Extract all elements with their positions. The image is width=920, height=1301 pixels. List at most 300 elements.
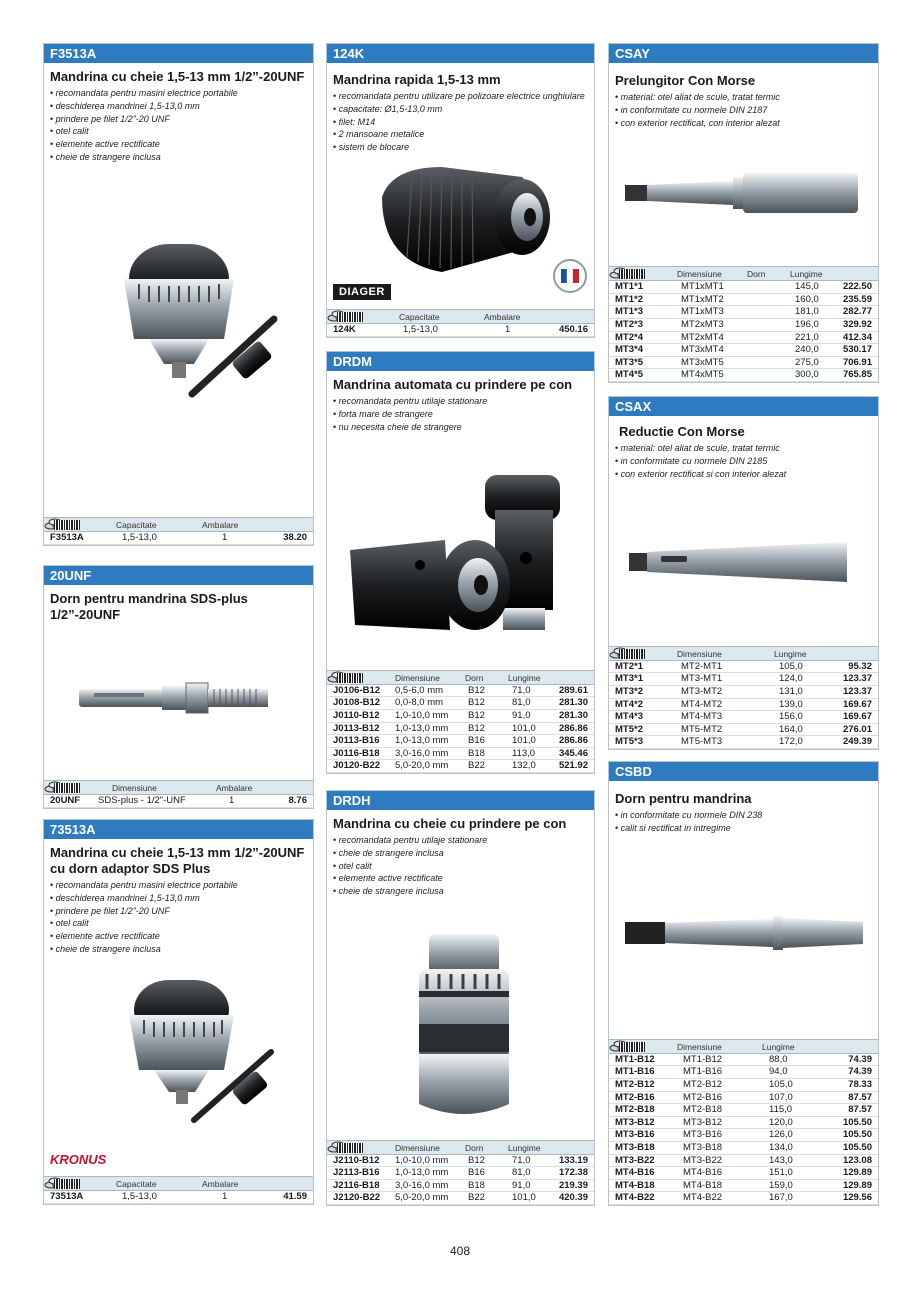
- page-number: 408: [449, 1244, 471, 1258]
- product-code: MT4-B16: [615, 1167, 655, 1179]
- cell-lungime: 124,0: [779, 673, 803, 685]
- table-row: 20UNF SDS-plus - 1/2"-UNF 1 8.76: [44, 795, 313, 808]
- feature-list: [50, 879, 307, 956]
- table-row: [327, 710, 594, 723]
- product-card-csay: [608, 43, 879, 383]
- product-code: J2113-B16: [333, 1167, 380, 1179]
- price: 87.57: [848, 1104, 872, 1116]
- product-code: MT3*2: [615, 686, 643, 698]
- cell-dimensiune: MT4xMT5: [681, 369, 724, 381]
- table-body: [327, 1155, 594, 1205]
- feature-item: • in conformitate cu normele DIN 238: [615, 809, 872, 822]
- product-code: J0113-B16: [333, 735, 380, 747]
- cell-dimensiune: 3,0-16,0 mm: [395, 1179, 449, 1191]
- cell-dimensiune: MT4-B16: [683, 1167, 723, 1179]
- feature-item: • prindere pe filet 1/2”-20 UNF: [50, 113, 307, 126]
- cell-lungime: 126,0: [769, 1129, 793, 1141]
- price: 129.89: [842, 1167, 872, 1179]
- cell-lungime: 101,0: [512, 1192, 536, 1204]
- product-code: J0116-B18: [333, 747, 380, 759]
- product-code: MT1*3: [615, 306, 643, 318]
- cell-dorn: B18: [468, 747, 485, 759]
- product-code: MT1*2: [615, 293, 643, 305]
- table-row: [609, 1142, 878, 1155]
- product-code: J0113-B12: [333, 722, 380, 734]
- price: 420.39: [558, 1192, 588, 1204]
- product-code: MT4-B22: [615, 1192, 655, 1204]
- table-row: [327, 748, 594, 761]
- price-table: [327, 670, 594, 773]
- cell-dimensiune: MT3-MT2: [681, 686, 723, 698]
- product-code: J0120-B22: [333, 760, 381, 772]
- feature-item: • cheie de strangere inclusa: [50, 943, 307, 956]
- table-row: [609, 1192, 878, 1205]
- price-table: [609, 646, 878, 749]
- product-code: MT3*5: [615, 356, 643, 368]
- quick-chuck-image: [372, 162, 557, 287]
- table-header: [44, 780, 313, 795]
- cell-dimensiune: MT2-B16: [683, 1091, 723, 1103]
- cell-dimensiune: MT4-MT3: [681, 711, 723, 723]
- barcode-icon: [337, 312, 363, 322]
- table-body: [609, 1054, 878, 1205]
- cell-dorn: B16: [468, 1167, 485, 1179]
- price: 219.39: [558, 1179, 588, 1191]
- feature-item: • elemente active rectificate: [333, 872, 588, 885]
- price: 276.01: [842, 723, 872, 735]
- cell-dimensiune: MT5-MT2: [681, 723, 723, 735]
- table-row: [609, 306, 878, 319]
- barcode-icon: [54, 520, 80, 530]
- table-row: [327, 1192, 594, 1205]
- col-dimensiune: Dimensiune: [395, 1142, 440, 1153]
- cell-lungime: 167,0: [769, 1192, 793, 1204]
- barcode-icon: [619, 269, 645, 279]
- col-ambalare: Ambalare: [484, 312, 521, 323]
- table-row: [327, 1155, 594, 1168]
- price: 530.17: [842, 344, 872, 356]
- col-capacitate: Capacitate: [116, 1179, 157, 1190]
- cell-lungime: 71,0: [512, 684, 531, 696]
- col-lungime: Lungime: [762, 1041, 795, 1052]
- product-code: MT3-B18: [615, 1142, 655, 1154]
- table-row: [327, 685, 594, 698]
- barcode-icon: [54, 1179, 80, 1189]
- price: 289.61: [558, 684, 588, 696]
- diager-logo: DIAGER: [333, 284, 391, 300]
- table-row: [609, 332, 878, 345]
- price: 74.39: [848, 1053, 872, 1065]
- cell-dorn: B12: [468, 697, 485, 709]
- feature-item: • filet: M14: [333, 116, 588, 129]
- price: 169.67: [842, 698, 872, 710]
- price-table: [44, 780, 313, 808]
- cell-dimensiune: MT3-B16: [683, 1129, 723, 1141]
- product-code: MT1-B12: [615, 1053, 655, 1065]
- table-row: [609, 357, 878, 370]
- table-row: [327, 760, 594, 773]
- made-in-france-badge: [553, 259, 587, 293]
- cell-dimensiune: MT3-B22: [683, 1154, 723, 1166]
- price: 329.92: [842, 319, 872, 331]
- cell-lungime: 94,0: [769, 1066, 788, 1078]
- section-code: 73513A: [44, 820, 313, 839]
- cell-dimensiune: 1,0-13,0 mm: [395, 1167, 449, 1179]
- table-header: [609, 646, 878, 661]
- product-title: Dorn pentru mandrina SDS-plus 1/2”-20UNF: [50, 591, 248, 622]
- table-row: [609, 1117, 878, 1130]
- cell-dimensiune: MT3-MT1: [681, 673, 723, 685]
- price: 286.86: [558, 722, 588, 734]
- col-dorn: Dorn: [465, 1142, 484, 1153]
- cell-lungime: 160,0: [795, 293, 819, 305]
- cell-dimensiune: 3,0-16,0 mm: [395, 747, 449, 759]
- table-row: [609, 1092, 878, 1105]
- product-card-drdm: [326, 351, 595, 774]
- table-row: [609, 319, 878, 332]
- table-body: [327, 685, 594, 773]
- cell-lungime: 113,0: [512, 747, 536, 759]
- cell-lungime: 145,0: [795, 281, 819, 293]
- price-table: [44, 517, 313, 545]
- product-title: Mandrina rapida 1,5-13 mm: [333, 72, 501, 87]
- product-code: MT1*1: [615, 281, 643, 293]
- table-row: [609, 711, 878, 724]
- table-header: [327, 670, 594, 685]
- cell-dimensiune: 1,0-10,0 mm: [395, 710, 449, 722]
- product-code: MT2-B18: [615, 1104, 655, 1116]
- table-row: [327, 697, 594, 710]
- table-row: [609, 673, 878, 686]
- table-row: [609, 369, 878, 382]
- col-dimensiune: Dimensiune: [677, 648, 722, 659]
- price: 123.37: [842, 686, 872, 698]
- product-title: Mandrina cu cheie cu prindere pe con: [333, 816, 567, 831]
- table-row: [327, 1180, 594, 1193]
- price: 249.39: [842, 736, 872, 748]
- morse-reducer-image: [627, 534, 857, 589]
- product-title: Dorn pentru mandrina: [615, 791, 752, 806]
- table-row: [327, 735, 594, 748]
- col-lungime: Lungime: [508, 1142, 541, 1153]
- feature-item: • recomandata pentru utilizare pe polizoare electrice unghiulare: [333, 90, 588, 103]
- table-row: [609, 294, 878, 307]
- price: 129.56: [842, 1192, 872, 1204]
- barcode-icon: [619, 649, 645, 659]
- table-row: F3513A 1,5-13,0 1 38.20: [44, 532, 313, 545]
- cell-lungime: 131,0: [779, 686, 803, 698]
- cell-dimensiune: MT1xMT3: [681, 306, 724, 318]
- cell-dimensiune: 1,0-10,0 mm: [395, 1154, 449, 1166]
- cell-dimensiune: MT5-MT3: [681, 736, 723, 748]
- table-header: [327, 1140, 594, 1155]
- feature-item: • deschiderea mandrinei 1,5-13,0 mm: [50, 100, 307, 113]
- feature-item: • cheie de strangere inclusa: [50, 151, 307, 164]
- cell-lungime: 71,0: [512, 1154, 531, 1166]
- barcode-icon: [619, 1042, 645, 1052]
- feature-item: • capacitate: Ø1,5-13,0 mm: [333, 103, 588, 116]
- product-card-124k: [326, 43, 595, 338]
- cell-dimensiune: 1,0-13,0 mm: [395, 735, 449, 747]
- section-code: DRDH: [327, 791, 594, 810]
- price: 286.86: [558, 735, 588, 747]
- product-code: MT2-B16: [615, 1091, 655, 1103]
- feature-item: • recomandata pentru utilaje stationare: [333, 834, 588, 847]
- table-row: [609, 1167, 878, 1180]
- feature-item: • con exterior rectificat, con interior alezat: [615, 117, 872, 130]
- cell-lungime: 88,0: [769, 1053, 788, 1065]
- cell-dimensiune: 0,5-6,0 mm: [395, 684, 444, 696]
- feature-item: • elemente active rectificate: [50, 930, 307, 943]
- col-dorn: Dorn: [747, 269, 766, 280]
- cell-dimensiune: MT1-B16: [683, 1066, 723, 1078]
- cell-dorn: B12: [468, 1154, 485, 1166]
- feature-item: • material: otel aliat de scule, tratat termic: [615, 442, 872, 455]
- product-card-csax: [608, 396, 879, 750]
- product-title: Reductie Con Morse: [619, 424, 745, 439]
- price: 95.32: [848, 660, 872, 672]
- section-code: CSAY: [609, 44, 878, 63]
- cell-lungime: 172,0: [779, 736, 803, 748]
- cell-lungime: 164,0: [779, 723, 803, 735]
- barcode-icon: [54, 783, 80, 793]
- feature-item: • cheie de strangere inclusa: [333, 847, 588, 860]
- cell-lungime: 105,0: [769, 1079, 793, 1091]
- col-ambalare: Ambalare: [202, 520, 239, 531]
- feature-list: [333, 834, 588, 898]
- feature-item: • recomandata pentru utilaje stationare: [333, 395, 588, 408]
- cell-dimensiune: MT2-B18: [683, 1104, 723, 1116]
- price: 281.30: [558, 710, 588, 722]
- table-header: [609, 1039, 878, 1054]
- product-code: MT4*2: [615, 698, 643, 710]
- cell-lungime: 139,0: [779, 698, 803, 710]
- cell-dimensiune: MT2xMT4: [681, 331, 724, 343]
- product-card-f3513a: [43, 43, 314, 546]
- price: 521.92: [558, 760, 588, 772]
- feature-item: • con exterior rectificat si con interior alezat: [615, 468, 872, 481]
- morse-extension-image: [623, 169, 863, 219]
- product-code: MT3-B12: [615, 1116, 655, 1128]
- cell-lungime: 196,0: [795, 319, 819, 331]
- product-code: MT3-B16: [615, 1129, 655, 1141]
- section-code: 20UNF: [44, 566, 313, 585]
- cell-lungime: 107,0: [769, 1091, 793, 1103]
- product-card-73513a: [43, 819, 314, 1205]
- feature-item: • 2 mansoane metalice: [333, 128, 588, 141]
- feature-item: • material: otel aliat de scule, tratat termic: [615, 91, 872, 104]
- cell-lungime: 300,0: [795, 369, 819, 381]
- table-row: [609, 1066, 878, 1079]
- product-code: MT4-B18: [615, 1179, 655, 1191]
- feature-item: • nu necesita cheie de strangere: [333, 421, 588, 434]
- cell-lungime: 81,0: [512, 1167, 531, 1179]
- price: 123.08: [842, 1154, 872, 1166]
- product-code: J0106-B12: [333, 684, 381, 696]
- product-code: MT2*4: [615, 331, 643, 343]
- table-row: [609, 661, 878, 674]
- product-code: MT1-B16: [615, 1066, 655, 1078]
- cell-dimensiune: MT2xMT3: [681, 319, 724, 331]
- col-lungime: Lungime: [790, 269, 823, 280]
- product-title: Prelungitor Con Morse: [615, 73, 756, 88]
- cell-lungime: 101,0: [512, 722, 536, 734]
- cell-dimensiune: 0,0-8,0 mm: [395, 697, 444, 709]
- product-card-drdh: [326, 790, 595, 1206]
- table-body: [609, 661, 878, 749]
- col-dimensiune: Dimensiune: [677, 269, 722, 280]
- table-row: [609, 1079, 878, 1092]
- cell-dorn: B18: [468, 1179, 485, 1191]
- cell-lungime: 81,0: [512, 697, 531, 709]
- table-row: [609, 1155, 878, 1168]
- table-row: [327, 723, 594, 736]
- price: 123.37: [842, 673, 872, 685]
- keyed-chuck-image: [84, 224, 284, 409]
- product-code: J2120-B22: [333, 1192, 381, 1204]
- feature-list: [615, 91, 872, 129]
- table-row: [609, 724, 878, 737]
- cell-dorn: B12: [468, 684, 485, 696]
- table-row: [609, 736, 878, 749]
- col-capacitate: Capacitate: [399, 312, 440, 323]
- feature-list: [333, 395, 588, 433]
- price: 129.89: [842, 1179, 872, 1191]
- cell-lungime: 151,0: [769, 1167, 793, 1179]
- feature-item: • deschiderea mandrinei 1,5-13,0 mm: [50, 892, 307, 905]
- cell-dimensiune: MT4-B22: [683, 1192, 723, 1204]
- product-code: MT2*3: [615, 319, 643, 331]
- cell-dimensiune: MT3xMT5: [681, 356, 724, 368]
- table-row: [609, 281, 878, 294]
- barcode-icon: [337, 673, 363, 683]
- col-capacitate: Capacitate: [116, 520, 157, 531]
- feature-list: [615, 442, 872, 480]
- cell-lungime: 159,0: [769, 1179, 793, 1191]
- cell-dimensiune: MT3-B18: [683, 1142, 723, 1154]
- cell-dimensiune: MT3xMT4: [681, 344, 724, 356]
- cell-lungime: 156,0: [779, 711, 803, 723]
- table-header: [327, 309, 594, 324]
- feature-item: • otel calit: [333, 860, 588, 873]
- col-ambalare: Ambalare: [202, 1179, 239, 1190]
- cell-lungime: 105,0: [779, 660, 803, 672]
- cell-lungime: 134,0: [769, 1142, 793, 1154]
- price-table: [609, 1039, 878, 1205]
- table-row: [609, 1180, 878, 1193]
- product-code: MT2-B12: [615, 1079, 655, 1091]
- section-code: F3513A: [44, 44, 313, 63]
- product-code: MT3*1: [615, 673, 643, 685]
- price-table: [609, 266, 878, 382]
- product-card-csbd: [608, 761, 879, 1206]
- table-row: [609, 699, 878, 712]
- table-row: [327, 1167, 594, 1180]
- feature-item: • sistem de blocare: [333, 141, 588, 154]
- cell-lungime: 91,0: [512, 1179, 531, 1191]
- table-row: [609, 1104, 878, 1117]
- price: 235.59: [842, 293, 872, 305]
- product-title: Mandrina cu cheie 1,5-13 mm 1/2”-20UNF: [50, 69, 305, 84]
- feature-list: [615, 809, 872, 835]
- cell-dimensiune: MT1-B12: [683, 1053, 723, 1065]
- feature-item: • otel calit: [50, 917, 307, 930]
- cell-lungime: 132,0: [512, 760, 536, 772]
- feature-list: [50, 87, 307, 164]
- col-dimensiune: Dimensiune: [395, 672, 440, 683]
- sds-adapter-image: [74, 661, 284, 731]
- feature-item: • otel calit: [50, 125, 307, 138]
- price-table: [44, 1176, 313, 1204]
- kronus-logo: KRONUS: [50, 1152, 107, 1167]
- price: 222.50: [842, 281, 872, 293]
- cell-lungime: 91,0: [512, 710, 531, 722]
- cell-dimensiune: 5,0-20,0 mm: [395, 1192, 449, 1204]
- price: 345.46: [558, 747, 588, 759]
- col-lungime: Lungime: [774, 648, 807, 659]
- keyed-taper-chuck-image: [399, 929, 529, 1129]
- price: 87.57: [848, 1091, 872, 1103]
- price: 133.19: [558, 1154, 588, 1166]
- product-code: MT3*4: [615, 344, 643, 356]
- cell-dimensiune: MT2-MT1: [681, 660, 723, 672]
- col-dimensiune: Dimensiune: [677, 1041, 722, 1052]
- chuck-arbor-image: [623, 910, 868, 960]
- cell-lungime: 221,0: [795, 331, 819, 343]
- product-code: MT4*5: [615, 369, 643, 381]
- cell-lungime: 115,0: [769, 1104, 793, 1116]
- product-code: MT5*3: [615, 736, 643, 748]
- product-title: Mandrina cu cheie 1,5-13 mm 1/2”-20UNF cu dorn adaptor SDS Plus: [50, 845, 305, 876]
- cell-dimensiune: MT4-B18: [683, 1179, 723, 1191]
- barcode-icon: [337, 1143, 363, 1153]
- feature-item: • cheie de strangere inclusa: [333, 885, 588, 898]
- table-row: 73513A 1,5-13,0 1 41.59: [44, 1191, 313, 1204]
- product-code: MT5*2: [615, 723, 643, 735]
- cell-dimensiune: MT3-B12: [683, 1116, 723, 1128]
- price: 105.50: [842, 1129, 872, 1141]
- cell-dimensiune: MT1xMT2: [681, 293, 724, 305]
- cell-lungime: 240,0: [795, 344, 819, 356]
- price: 105.50: [842, 1116, 872, 1128]
- feature-item: • recomandata pentru masini electrice portabile: [50, 87, 307, 100]
- section-code: 124K: [327, 44, 594, 63]
- table-row: 124K 1,5-13,0 1 450.16: [327, 324, 594, 337]
- price: 172.38: [558, 1167, 588, 1179]
- col-dimensiune: Dimensiune: [112, 783, 157, 794]
- product-code: J0110-B12: [333, 710, 380, 722]
- product-code: MT4*3: [615, 711, 643, 723]
- feature-list: [333, 90, 588, 154]
- keyed-chuck-image: [89, 970, 279, 1135]
- feature-item: • calit si rectificat in intregime: [615, 822, 872, 835]
- cell-lungime: 120,0: [769, 1116, 793, 1128]
- col-lungime: Lungime: [508, 672, 541, 683]
- price: 706.91: [842, 356, 872, 368]
- price: 281.30: [558, 697, 588, 709]
- feature-item: • in conformitate cu normele DIN 2187: [615, 104, 872, 117]
- table-row: [609, 344, 878, 357]
- table-header: [44, 517, 313, 532]
- product-code: MT3-B22: [615, 1154, 655, 1166]
- price-table: [327, 309, 594, 337]
- automatic-chuck-image: [345, 470, 575, 650]
- price: 78.33: [848, 1079, 872, 1091]
- col-dorn: Dorn: [465, 672, 484, 683]
- table-header: [609, 266, 878, 281]
- cell-lungime: 143,0: [769, 1154, 793, 1166]
- feature-item: • in conformitate cu normele DIN 2185: [615, 455, 872, 468]
